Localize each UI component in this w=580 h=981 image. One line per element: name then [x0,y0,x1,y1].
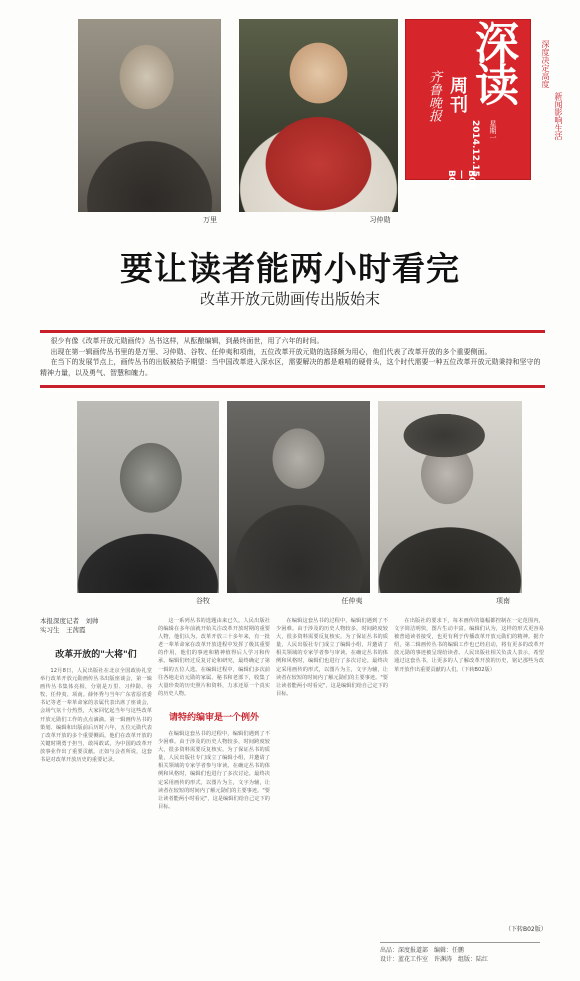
portrait-photo-wan-li [78,19,221,212]
slogan-right: 新闻影响生活 [554,92,563,140]
section-heading-2: 请特约编审是一个例外 [168,712,259,723]
caption-wan-li: 万里 [203,216,217,224]
intro-paragraph: 很少有像《改革开放元勋画传》丛书这样，从酝酿编辑，到最终面世，用了六年的时间。 [50,337,324,345]
article-column-4 [394,617,544,917]
column-text: 在编辑这套丛书的过程中，编辑们遇到了不少困难。由于涉及的历史人物较多，时间跨度较大，很多资料需要反复核实。为了保证丛书的质量，人民出版社专门成立了编辑小组，并邀请了相关领域的专家学者参与审读。在确定丛书的体例和风格时，编辑们也进行了多次讨论。最终决定采用画传的形式，以图片为主，文字为辅，让读者在较短的时间内了解元勋们的主要事迹。"要让读者能两小时看完"，这是编辑们给自己定下的目标。 [158,730,270,810]
masthead-day: 星期一 [489,120,497,141]
page-credits [380,946,488,964]
column-text: 12月8日，人民出版社在北京全国政协礼堂举行改革开放元勋画传丛书出版座谈会，第一辑画传丛书集体亮相，分别是万里、习仲勋、谷牧、任仲夷、项南。薛怀秀与当年广东省原省委书记等老一辈革命家的亲属代表出席了座谈会，会场气氛十分热烈，大家回忆起当年与这些改革开放元勋们工作的点点滴滴。第一辑画传丛书的策划、编辑和出版前后历时六年，五位元勋代表了改革开放的多个重要侧面。他们在改革开放的关键时期勇于担当，敢闯敢试，为中国的改革开放事业作出了重要贡献。正如与会者所说，这套书是对改革开放历史的重要记录。 [40,668,152,764]
article-column-1 [40,617,152,937]
main-headline: 要让读者能两小时看完 [120,249,460,288]
column-text: 在出版社的要求下，每本画传的篇幅都控制在一定范围内，文字简洁明快，图片生动丰富。编辑们认为，这样的形式更容易被普通读者接受，也更有利于传播改革开放元勋们的精神。据介绍，第二辑画传丛书的编辑工作也已经启动，将有更多的改革开放元勋的事迹被呈现给读者。人民出版社相关负责人表示，希望通过这套丛书，让更多的人了解改革开放的历史，铭记那些为改革开放作出重要贡献的人们。（下转B02版） [394,618,544,673]
portrait-photo-xi-zhongxun [239,19,398,212]
continued-notice: （下转B02版） [505,926,547,933]
caption-ren-zhongyi: 任仲夷 [341,597,363,605]
masthead-date: 2014.12.15 [470,120,480,177]
intro-paragraphs [40,336,545,378]
masthead-title: 深读 [467,20,518,104]
intro-paragraph: 出现在第一辑画传丛书里的是万里、习仲勋、谷牧、任仲夷和项南，五位改革开放元勋的选择颇为用心，他们代表了改革开放的多个重要侧面。 [50,347,492,356]
byline-intern: 实习生 王茜霞 [40,626,86,634]
column-text: 这一系列丛书的选题由来已久。人民出版社的编辑在多年前就开始关注改革开放时期的重要人物，他们认为，改革开放三十多年来，有一批老一辈革命家在改革开放进程中发挥了极其重要的作用，他们的事迹和精神值得后人学习和传承。编辑们经过反复讨论和研究，最终确定了第一辑的五位人选。在编辑过程中，编辑们多次前往各地走访元勋的家属、秘书和老部下，收集了大量珍贵的历史照片和资料，力求还原一个真实的历史人物。 [158,618,270,697]
top-red-rule [40,330,545,333]
bottom-red-rule [40,385,545,388]
column-text: 在编辑这套丛书的过程中，编辑们遇到了不少困难。由于涉及的历史人物较多，时间跨度较大，很多资料需要反复核实。为了保证丛书的质量，人民出版社专门成立了编辑小组，并邀请了相关领域的专家学者参与审读。在确定丛书的体例和风格时，编辑们也进行了多次讨论。最终决定采用画传的形式，以图片为主，文字为辅，让读者在较短的时间内了解元勋们的主要事迹。"要让读者能两小时看完"，这是编辑们给自己定下的目标。 [276,618,388,697]
article-column-2 [158,617,270,937]
footer-divider [380,942,540,943]
masthead-pages: B01—B04 [446,170,476,190]
portrait-photo-gu-mu [77,401,219,593]
intro-paragraph: 在当下的发展节点上，画传丛书的出版被给予期望：当中国改革进入深水区，需要解决的都是难啃的硬骨头，这个时代需要一种五位改革开放元勋秉持和坚守的精神力量，以及勇气、智慧和魄力。 [40,358,541,377]
caption-xi-zhongxun: 习仲勋 [369,216,391,224]
section-heading-1: 改革开放的"大将"们 [55,650,137,660]
article-column-3 [276,617,388,937]
caption-xiang-nan: 项南 [496,597,510,605]
masthead-subtitle: 周刊 [447,76,468,114]
byline-reporter: 本报深度记者 刘帅 [40,617,99,625]
credits-line-1: 出品：深度报道部 编辑：任鹏 [380,947,465,954]
portrait-photo-xiang-nan [378,401,522,593]
credits-line-2: 设计：蓝花工作室 许渊涛 组版：陆红 [380,956,489,963]
masthead-block [405,19,531,190]
caption-gu-mu: 谷牧 [196,597,210,605]
portrait-photo-ren-zhongyi [227,401,370,593]
slogan-left: 深度决定高度 [541,40,550,88]
sub-headline: 改革开放元勋画传出版始末 [199,290,380,308]
masthead-paper-name: 齐鲁晚报 [426,70,441,122]
